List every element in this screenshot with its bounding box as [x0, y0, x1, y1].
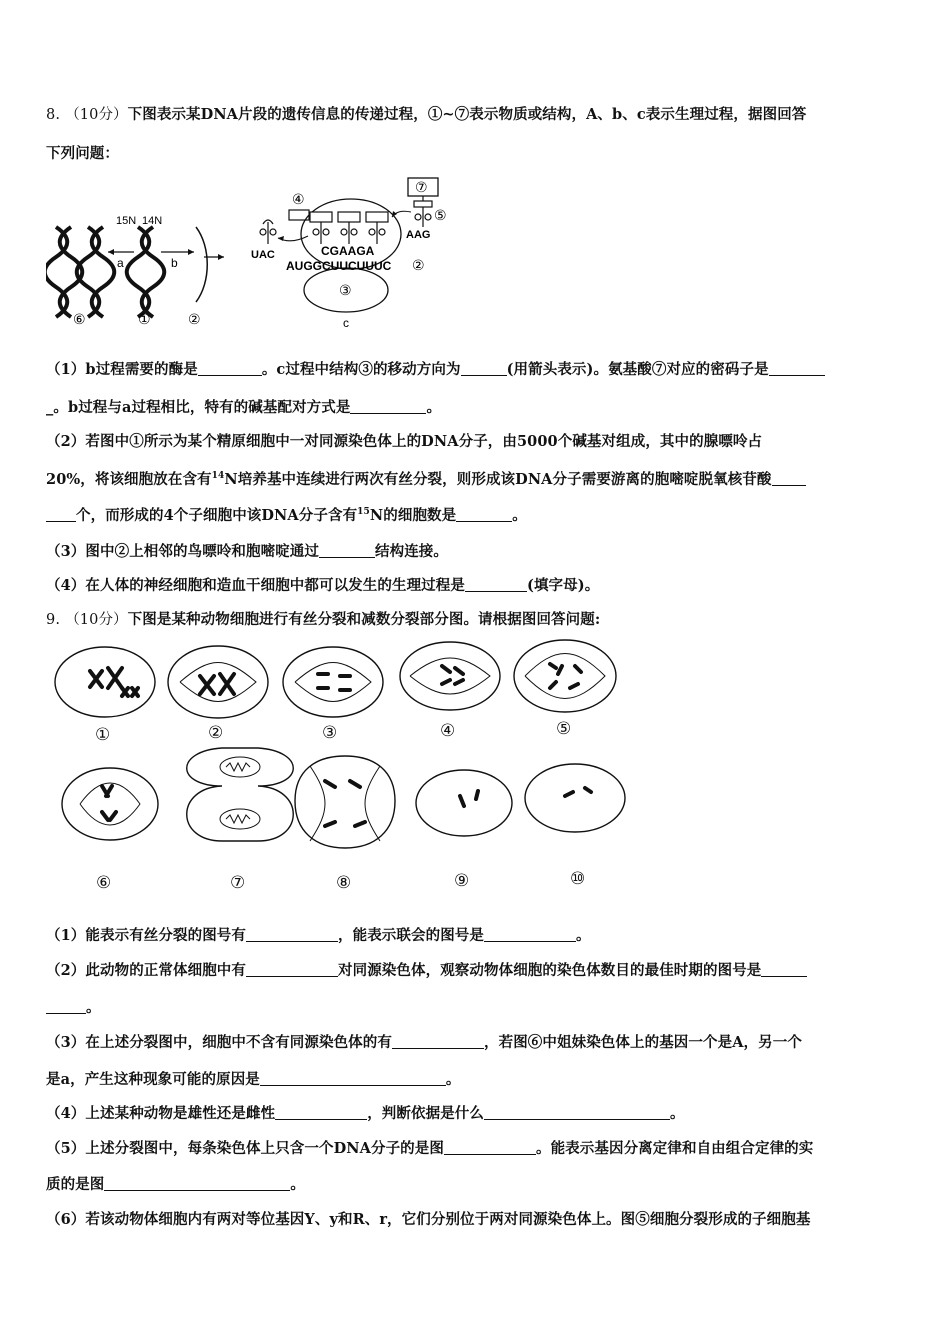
q8-p3-text-a: （3）图中②上相邻的鸟嘌呤和胞嘧啶通过: [46, 543, 319, 560]
q8-p4-text-a: （4）在人体的神经细胞和造血干细胞中都可以发生的生理过程是: [46, 577, 465, 594]
anticodon-right: AAG: [406, 229, 431, 241]
cell-label-3: ③: [322, 723, 338, 742]
label-6: ⑥: [73, 311, 86, 327]
label-2-bottom: ②: [188, 311, 201, 327]
q8-p1-text-d: _。b过程与a过程相比，特有的碱基配对方式是: [46, 399, 351, 416]
q8-p2-text-c2: N的细胞数是: [369, 507, 457, 524]
q8-p2-text-c3: 。: [512, 507, 527, 524]
q8-p2-text-b2: N培养基中连续进行两次有丝分裂，则形成该DNA分子需要游离的胞嘧啶脱氧核苷酸: [224, 471, 772, 488]
cell-label-7: ⑦: [230, 873, 246, 892]
blank[interactable]: [198, 361, 262, 377]
q8-part1-line2: [46, 396, 441, 417]
dna-helix-6: [46, 227, 114, 317]
blank[interactable]: [444, 1140, 536, 1156]
q8-stem-line1: [46, 103, 806, 124]
cell-3: [283, 647, 383, 717]
q9-p3-text-a: （3）在上述分裂图中，细胞中不含有同源染色体的有: [46, 1034, 392, 1051]
q8-number: 8.: [46, 107, 61, 123]
q9-p3-text-b: ，若图⑥中姐妹染色体上的基因一个是A，另一个: [484, 1034, 802, 1051]
q9-part3-line2: [46, 1068, 461, 1089]
q8-part4: [46, 574, 599, 595]
cell-4: [400, 642, 500, 710]
q9-p1-text-b: ，能表示联会的图号是: [338, 927, 484, 944]
q8-p2-sup1: 14: [211, 471, 225, 482]
q9-p2-text-c: 。: [86, 999, 101, 1016]
blank[interactable]: [761, 962, 807, 978]
label-15N: 15N: [116, 215, 137, 227]
q9-p2-text-b: 对同源染色体，观察动物体细胞的染色体数目的最佳时期的图号是: [338, 962, 762, 979]
anticodon-left: UAC: [251, 249, 275, 261]
label-a: a: [117, 256, 124, 270]
mrna-strand-2: [196, 227, 207, 302]
cell-6: [62, 768, 158, 840]
cell-label-5: ⑤: [556, 719, 572, 738]
q8-p2-text-c1: 个，而形成的4个子细胞中该DNA分子含有: [76, 507, 358, 524]
label-2-mrna: ②: [412, 257, 425, 273]
cell-label-9: ⑨: [454, 871, 470, 890]
blank[interactable]: [246, 962, 338, 978]
q9-p2-text-a: （2）此动物的正常体细胞中有: [46, 962, 246, 979]
q9-stem: [46, 608, 600, 629]
blank[interactable]: [246, 927, 338, 943]
q8-dna-transfer-figure: [46, 172, 466, 334]
label-4: ④: [292, 191, 305, 207]
q8-part3: [46, 540, 448, 561]
label-3: ③: [339, 282, 352, 298]
cell-8: [295, 756, 395, 848]
q8-p1-text-c: (用箭头表示)。氨基酸⑦对应的密码子是: [506, 361, 769, 378]
blank[interactable]: [769, 361, 825, 377]
blank[interactable]: [319, 543, 375, 559]
q8-p1-text-e: 。: [426, 399, 442, 416]
blank[interactable]: [350, 399, 426, 415]
q9-stem-text: 下图是某种动物细胞进行有丝分裂和减数分裂部分图。请根据图回答问题:: [127, 611, 601, 628]
blank[interactable]: [260, 1071, 446, 1087]
q9-part5-line1: [46, 1137, 813, 1158]
cell-label-8: ⑧: [336, 873, 352, 892]
q9-part6-line1: （6）若该动物体细胞内有两对等位基因Y、y和R、r，它们分别位于两对同源染色体上。图⑤细胞分裂形成的子细胞基: [46, 1211, 811, 1228]
blank[interactable]: [275, 1105, 367, 1121]
cell-5: [514, 640, 616, 712]
q9-number: 9.: [46, 612, 61, 628]
cell-10: [525, 764, 625, 832]
q9-p5-text-c: 质的是图: [46, 1176, 105, 1193]
q9-p5-text-b: 。能表示基因分离定律和自由组合定律的实: [535, 1140, 814, 1157]
cell-label-6: ⑥: [96, 873, 112, 892]
q9-p3-text-d: 。: [445, 1071, 461, 1088]
blank[interactable]: [456, 507, 512, 523]
q9-part2-line2: [46, 996, 101, 1017]
q8-part2-line3: [46, 504, 527, 525]
q9-part5-line2: [46, 1173, 305, 1194]
q9-cell-division-figure: [50, 636, 630, 898]
blank[interactable]: [46, 999, 86, 1015]
q8-score: （10分）: [65, 107, 128, 123]
dna-helix-1: [127, 227, 165, 317]
q8-part2-line2: [46, 468, 806, 489]
q9-p1-text-a: （1）能表示有丝分裂的图号有: [46, 927, 246, 944]
label-7: ⑦: [415, 179, 428, 195]
blank[interactable]: [484, 1105, 670, 1121]
blank[interactable]: [772, 471, 806, 487]
q8-part1-line1: [46, 358, 825, 379]
cell-label-4: ④: [440, 721, 456, 740]
blank[interactable]: [465, 577, 527, 593]
cell-label-2: ②: [208, 723, 224, 742]
blank[interactable]: [461, 361, 507, 377]
q9-p4-text-c: 。: [670, 1105, 685, 1122]
label-b: b: [171, 256, 178, 270]
q8-p2-text-b1: 20%，将该细胞放在含有: [46, 471, 212, 488]
q9-part4: [46, 1102, 685, 1123]
q9-p5-text-d: 。: [290, 1176, 306, 1193]
trna-group: [310, 212, 388, 244]
q8-stem-line2: 下列问题：: [46, 145, 119, 162]
cell-1: [55, 647, 155, 717]
blank[interactable]: [392, 1034, 484, 1050]
q8-p1-text-a: （1）b过程需要的酶是: [46, 361, 198, 378]
q8-p2-sup2: 15: [357, 507, 370, 518]
q8-p1-text-b: 。c过程中结构③的移动方向为: [261, 361, 461, 378]
mrna-sequence: AUGGCUUCUUUC: [286, 259, 392, 273]
label-c: c: [343, 316, 349, 330]
trna-right: [414, 196, 432, 227]
cell-2: [168, 646, 268, 718]
trna-left: [260, 220, 276, 244]
q9-p4-text-a: （4）上述某种动物是雄性还是雌性: [46, 1105, 276, 1122]
codon-row: CGAAGA: [321, 244, 375, 258]
label-14N: 14N: [142, 215, 163, 227]
q9-part2-line1: [46, 959, 807, 980]
q9-score: （10分）: [65, 612, 128, 628]
blank[interactable]: [46, 507, 76, 523]
cell-label-10: ⑩: [570, 869, 586, 888]
q9-part3-line1: [46, 1031, 802, 1052]
q9-part1: [46, 924, 591, 945]
blank[interactable]: [104, 1176, 290, 1192]
label-5: ⑤: [434, 207, 447, 223]
q9-p5-text-a: （5）上述分裂图中，每条染色体上只含一个DNA分子的是图: [46, 1140, 444, 1157]
q9-p1-text-c: 。: [576, 927, 591, 944]
q8-p3-text-b: 结构连接。: [375, 543, 448, 560]
q8-stem-text1: 下图表示某DNA片段的遗传信息的传递过程，①~⑦表示物质或结构，A、b、c表示生理过程，据图回答: [127, 106, 807, 123]
blank[interactable]: [484, 927, 576, 943]
q8-p4-text-b: (填字母)。: [527, 577, 600, 594]
q8-part2-line1: （2）若图中①所示为某个精原细胞中一对同源染色体上的DNA分子，由5000个碱基对组成，其中的腺嘌呤占: [46, 433, 763, 450]
q9-p4-text-b: ，判断依据是什么: [367, 1105, 485, 1122]
cell-7: [187, 748, 294, 841]
label-1: ①: [138, 311, 151, 327]
cell-label-1: ①: [95, 725, 111, 744]
q9-p3-text-c: 是a，产生这种现象可能的原因是: [46, 1071, 260, 1088]
